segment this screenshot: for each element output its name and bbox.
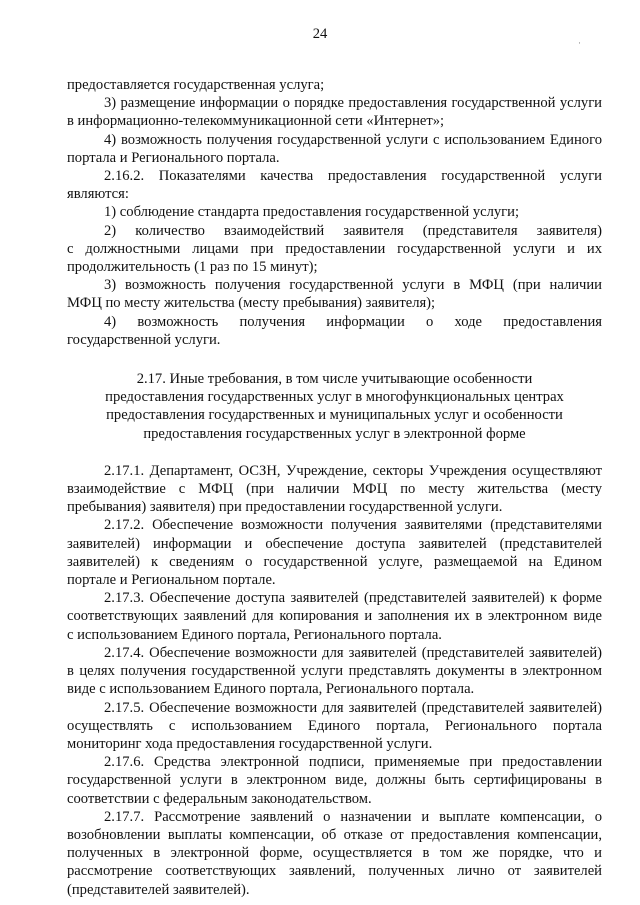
paragraph-b1 — [67, 76, 602, 94]
section-2-17-heading — [67, 370, 602, 443]
paragraph-b5 — [67, 203, 602, 221]
paragraph-b2 — [67, 94, 602, 130]
text-line: 2.17.5. Обеспечение возможности для заявителей (представителей заявителей) — [104, 699, 602, 716]
text-line: мониторинг хода предоставления государственной услуги. — [67, 735, 433, 752]
document-body — [67, 76, 602, 899]
text-line: соответствии с федеральным законодательством. — [67, 790, 372, 807]
text-line: МФЦ по месту жительства (месту пребывания) заявителя); — [67, 295, 436, 312]
text-line: осуществлять с использованием Единого портала, Регионального портала — [67, 717, 602, 734]
text-line: портале и Региональном портале. — [67, 572, 276, 589]
text-line: 2.17.4. Обеспечение возможности для заявителей (представителей заявителей) — [104, 644, 602, 661]
text-line: государственной услуги в электронном виде, должны быть сертифицированы в — [67, 772, 602, 789]
paragraph-c7 — [67, 808, 602, 899]
page-number: 24 — [312, 26, 328, 42]
text-line: 2) количество взаимодействий заявителя (представителя заявителя) — [104, 222, 602, 239]
text-line: заявителей) к сведениям о государственной услуге, размещаемой на Едином — [67, 553, 602, 570]
paragraph-c5 — [67, 699, 602, 754]
text-line: 2.17.2. Обеспечение возможности получения заявителями (представителями — [104, 517, 602, 534]
text-line: являются: — [67, 186, 129, 203]
section-2-16-text — [67, 76, 602, 349]
paragraph-b8 — [67, 313, 602, 349]
text-line: виде с использованием Единого портала, Регионального портала. — [67, 681, 475, 698]
text-line: 2.17.6. Средства электронной подписи, применяемые при предоставлении — [104, 754, 602, 771]
paragraph-c6 — [67, 753, 602, 808]
text-line: продолжительность (1 раз по 15 минут); — [67, 259, 318, 276]
text-line: возобновлении выплаты компенсации, об отказе от предоставления компенсации, — [67, 826, 602, 843]
text-line: в информационно-телекоммуникационной сети «Интернет»; — [67, 113, 445, 130]
text-line: 2.17.1. Департамент, ОСЗН, Учреждение, секторы Учреждения осуществляют — [104, 462, 602, 479]
paragraph-c3 — [67, 589, 602, 644]
paragraph-c4 — [67, 644, 602, 699]
paragraph-b7 — [67, 276, 602, 312]
text-line: с должностными лицами при предоставлении государственной услуги и их — [67, 240, 602, 257]
text-line: с использованием Единого портала, Регионального портала. — [67, 626, 442, 643]
paragraph-b3 — [67, 131, 602, 167]
text-line: 4) возможность получения информации о ходе предоставления — [104, 313, 602, 330]
heading-line: предоставления государственных и муниципальных услуг и особенности — [106, 407, 563, 424]
text-line: пребывания) заявителя) при предоставлении государственной услуги. — [67, 499, 503, 516]
text-line: 1) соблюдение стандарта предоставления государственной услуги; — [104, 204, 520, 221]
text-line: государственной услуги. — [67, 331, 221, 348]
text-line: (представителей заявителей). — [67, 881, 250, 898]
text-line: 2.16.2. Показателями качества предоставления государственной услуги — [104, 168, 602, 185]
paragraph-b4 — [67, 167, 602, 203]
text-line: полученных в электронной форме, осуществляется в том же порядке, что и — [67, 845, 602, 862]
corner-mark: · — [578, 38, 581, 48]
heading-line: предоставления государственных услуг в электронной форме — [143, 425, 526, 442]
text-line: в целях получения государственной услуги представлять документы в электронном — [67, 663, 602, 680]
text-line: 2.17.7. Рассмотрение заявлений о назначении и выплате компенсации, о — [104, 808, 602, 825]
text-line: портала и Регионального портала. — [67, 149, 280, 166]
text-line: взаимодействие с МФЦ (при наличии МФЦ по месту жительства (месту — [67, 481, 602, 498]
paragraph-b6 — [67, 222, 602, 277]
text-line: рассмотрение соответствующих заявлений, полученных лично от заявителей — [67, 863, 602, 880]
text-line: предоставляется государственная услуга; — [67, 77, 325, 93]
text-line: 2.17.3. Обеспечение доступа заявителей (представителей заявителей) к форме — [104, 590, 602, 607]
paragraph-c1 — [67, 462, 602, 517]
heading-line: 2.17. Иные требования, в том числе учитывающие особенности — [136, 371, 533, 388]
text-line: заявителей) информации и обеспечение доступа заявителей (представителей — [67, 535, 602, 552]
text-line: соответствующих заявлений для копирования и заполнения их в электронном виде — [67, 608, 602, 625]
text-line: 3) возможность получения государственной услуги в МФЦ (при наличии — [104, 277, 602, 294]
section-2-17-text — [67, 462, 602, 899]
paragraph-c2 — [67, 516, 602, 589]
text-line: 4) возможность получения государственной услуги с использованием Единого — [104, 131, 602, 148]
heading-line: предоставления государственных услуг в многофункциональных центрах — [105, 389, 564, 406]
text-line: 3) размещение информации о порядке предоставления государственной услуги — [104, 95, 602, 112]
